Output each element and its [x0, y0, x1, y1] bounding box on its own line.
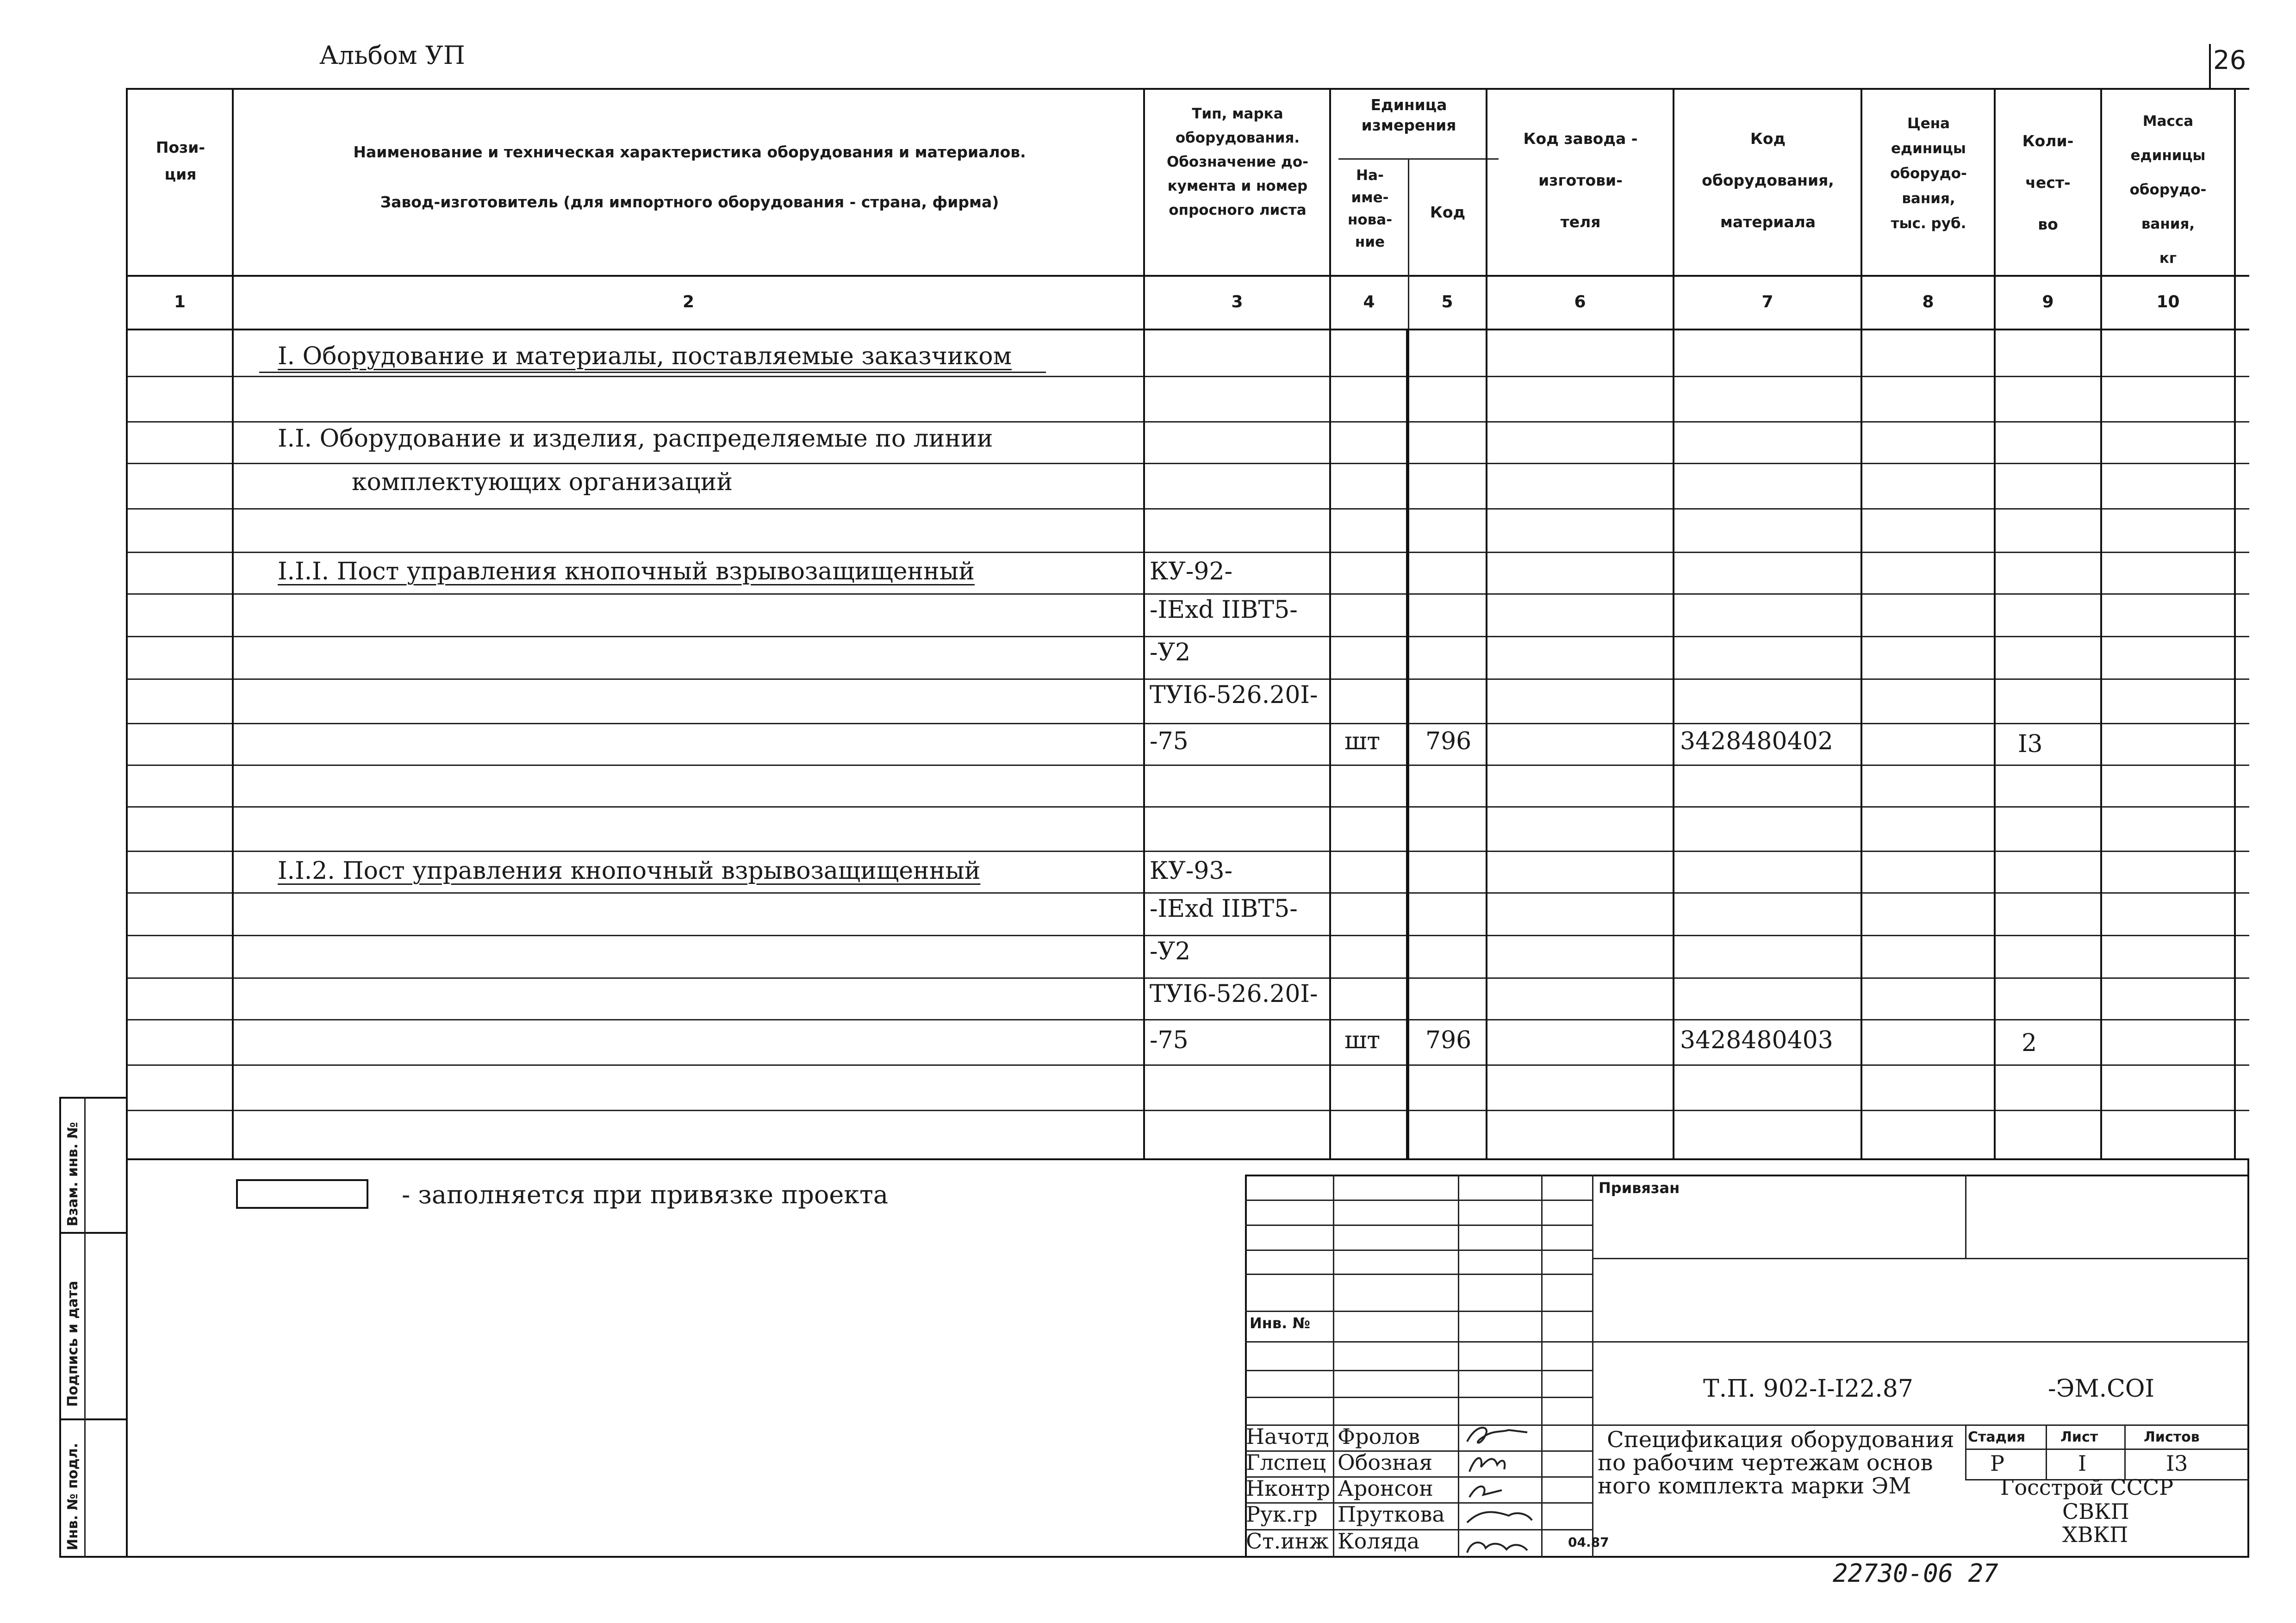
- colnum-1: 1: [174, 292, 186, 311]
- colnum-9: 9: [2042, 292, 2054, 311]
- item-1-1-2-type-4: ТУI6-526.20I-: [1150, 980, 1318, 1008]
- doc-suffix: -ЭМ.СОI: [2048, 1375, 2155, 1403]
- name-3: Аронсон: [1338, 1476, 1433, 1501]
- legend-note: - заполняется при привязке проекта: [402, 1180, 889, 1209]
- header-price: Цена единицы оборудо- вания, тыс. руб.: [1890, 115, 1967, 232]
- section-1-heading: I. Оборудование и материалы, поставляемые заказчиком: [278, 342, 1012, 370]
- colnum-2: 2: [682, 292, 695, 311]
- signature-4: [1467, 1512, 1532, 1523]
- header-mass: Масса единицы оборудо- вания, кг: [2129, 113, 2207, 267]
- item-1-1-1-unit-code: 796: [1425, 728, 1472, 755]
- item-1-1-1-type-5: -75: [1150, 728, 1188, 755]
- item-1-1-1-type-3: -У2: [1150, 639, 1191, 666]
- header-position: Пози- ция: [156, 138, 205, 183]
- section-1-1-heading: I.I. Оборудование и изделия, распределяемые по линии: [278, 425, 993, 453]
- doc-title-line-1: Спецификация оборудования: [1607, 1427, 1954, 1453]
- page-number: 26: [2213, 45, 2246, 75]
- item-1-1-1-name: I.I.I. Пост управления кнопочный взрывозащищенный: [278, 558, 975, 585]
- role-4: Рук.гр: [1246, 1502, 1318, 1527]
- date-fragment: 04.87: [1568, 1535, 1609, 1550]
- header-unit-name: На- име- нова- ние: [1347, 167, 1393, 250]
- name-4: Пруткова: [1338, 1502, 1445, 1527]
- signature-5: [1467, 1542, 1527, 1553]
- name-5: Коляда: [1338, 1529, 1420, 1554]
- item-1-1-1-quantity: I3: [2018, 730, 2043, 758]
- sheet-label: Лист: [2060, 1429, 2098, 1445]
- item-1-1-1-type-4: ТУI6-526.20I-: [1150, 681, 1318, 709]
- section-1-1-heading-cont: комплектующих организаций: [352, 468, 733, 496]
- colnum-4: 4: [1363, 292, 1375, 311]
- colnum-5: 5: [1441, 292, 1453, 311]
- section-1-underline: [259, 372, 1046, 373]
- header-unit-code: Код: [1430, 203, 1466, 221]
- org-line-2: СВКП: [2062, 1499, 2129, 1524]
- album-label: Альбом УП: [319, 41, 465, 70]
- item-1-1-2-type-5: -75: [1150, 1026, 1188, 1054]
- header-equipment-code: Код оборудования, материала: [1702, 130, 1834, 231]
- colnum-10: 10: [2156, 292, 2180, 311]
- header-type: Тип, марка оборудования. Обозначение до- кумента и номер опросного листа: [1166, 106, 1309, 218]
- legend-swatch: [236, 1179, 368, 1209]
- colnum-3: 3: [1231, 292, 1243, 311]
- item-1-1-2-name: I.I.2. Пост управления кнопочный взрывозащищенный: [278, 857, 981, 885]
- item-1-1-2-equipment-code: 3428480403: [1680, 1026, 1833, 1054]
- side-label-replaced-inv: Взам. инв. №: [65, 1122, 81, 1226]
- header-factory-code: Код завода - изготови- теля: [1523, 130, 1638, 231]
- role-1: Начотд: [1246, 1424, 1329, 1449]
- sheet-value: I: [2078, 1451, 2087, 1476]
- item-1-1-2-type-2: -IExd IIBT5-: [1150, 895, 1298, 923]
- item-1-1-2-quantity: 2: [2022, 1029, 2037, 1057]
- item-1-1-2-type-1: КУ-93-: [1150, 857, 1233, 885]
- signature-3: [1469, 1486, 1502, 1497]
- item-1-1-1-equipment-code: 3428480402: [1680, 728, 1833, 755]
- inv-no-label: Инв. №: [1250, 1314, 1310, 1332]
- signature-1: [1467, 1428, 1527, 1443]
- item-1-1-1-unit: шт: [1344, 728, 1381, 755]
- org-line-1: Госстрой СССР: [2000, 1475, 2174, 1500]
- name-2: Обозная: [1338, 1450, 1433, 1475]
- colnum-8: 8: [1922, 292, 1934, 311]
- item-1-1-2-unit: шт: [1344, 1026, 1381, 1054]
- sheets-label: Листов: [2144, 1429, 2200, 1445]
- header-name: Наименование и техническая характеристика оборудования и материалов. Завод-изготовитель (для импортного оборудования - страна, фирма): [353, 143, 1026, 211]
- role-5: Ст.инж: [1246, 1529, 1329, 1554]
- role-2: Глспец: [1246, 1450, 1326, 1475]
- signature-2: [1469, 1458, 1505, 1472]
- sheets-value: I3: [2166, 1451, 2188, 1476]
- name-1: Фролов: [1338, 1424, 1420, 1449]
- header-quantity: Коли- чест- во: [2022, 132, 2074, 233]
- privyazan-label: Привязан: [1599, 1179, 1680, 1197]
- stage-value: Р: [1990, 1451, 2004, 1476]
- colnum-6: 6: [1574, 292, 1586, 311]
- item-1-1-2-unit-code: 796: [1425, 1026, 1472, 1054]
- item-1-1-1-type-1: КУ-92-: [1150, 558, 1233, 585]
- doc-code: Т.П. 902-I-I22.87: [1703, 1375, 1913, 1403]
- page-number-tick: [2209, 44, 2211, 88]
- colnum-7: 7: [1761, 292, 1773, 311]
- side-label-inv-original: Инв. № подл.: [65, 1443, 81, 1550]
- doc-title-line-3: ного комплекта марки ЭМ: [1598, 1473, 1911, 1499]
- org-line-3: ХВКП: [2062, 1522, 2128, 1547]
- footer-number: 22730-06 27: [1833, 1559, 1998, 1588]
- item-1-1-1-type-2: -IExd IIBT5-: [1150, 596, 1298, 624]
- side-label-signature-date: Подпись и дата: [65, 1281, 81, 1407]
- item-1-1-2-type-3: -У2: [1150, 938, 1191, 965]
- header-unit: Единица измерения: [1361, 96, 1456, 134]
- role-3: Нконтр: [1246, 1476, 1331, 1501]
- stage-label: Стадия: [1968, 1429, 2026, 1445]
- doc-title-line-2: по рабочим чертежам основ: [1598, 1450, 1933, 1476]
